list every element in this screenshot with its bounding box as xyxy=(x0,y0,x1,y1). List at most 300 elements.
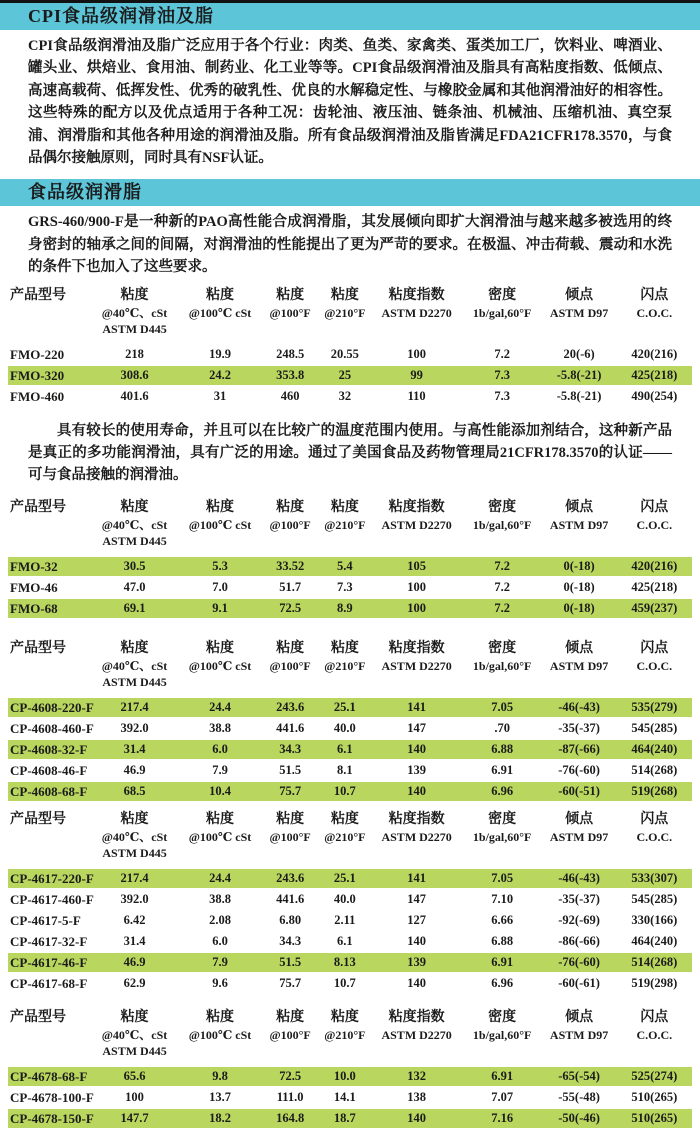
value-cell: -76(-60) xyxy=(558,954,600,969)
value-cell: 51.7 xyxy=(279,579,302,594)
column-header-line: @100℃ cSt xyxy=(188,829,252,844)
column-header-line: C.O.C. xyxy=(636,1027,673,1042)
value-cell: -46(-43) xyxy=(558,699,600,714)
value-cell: 34.3 xyxy=(279,933,302,948)
table-row xyxy=(8,782,692,801)
product-model-cell: FMO-46 xyxy=(10,579,58,595)
column-header xyxy=(463,499,542,533)
column-header-line: @100°F xyxy=(269,1027,311,1042)
value-cell: 8.9 xyxy=(337,600,353,615)
value-cell: 65.6 xyxy=(123,1068,146,1083)
value-cell: 31.4 xyxy=(123,741,146,756)
value-cell: 525(274) xyxy=(631,1068,678,1083)
value-cell: 68.5 xyxy=(123,783,146,798)
section-header-cpi-food-grade-lubricants xyxy=(0,0,700,30)
value-cell: 243.6 xyxy=(276,870,305,885)
value-cell: 392.0 xyxy=(120,891,149,906)
product-model-cell: CP-4617-5-F xyxy=(10,912,81,928)
value-cell: 111.0 xyxy=(276,1089,304,1104)
column-header xyxy=(370,287,462,321)
column-header-line: ASTM D445 xyxy=(102,845,167,860)
value-cell: 420(216) xyxy=(631,346,678,361)
value-cell: 6.91 xyxy=(491,1068,514,1083)
column-header-line: ASTM D2270 xyxy=(381,517,452,532)
value-cell: 490(254) xyxy=(631,388,678,403)
column-header xyxy=(261,811,319,845)
table-row xyxy=(8,366,692,385)
value-cell: 330(166) xyxy=(631,912,678,927)
column-header xyxy=(261,499,319,533)
column-header xyxy=(90,811,179,861)
column-header-line: 粘度 xyxy=(206,499,235,515)
value-cell: 75.7 xyxy=(279,975,302,990)
table-header-row xyxy=(8,499,692,549)
column-header-line: 1b/gal,60°F xyxy=(472,305,532,320)
column-header xyxy=(370,640,462,674)
value-cell: 460 xyxy=(280,388,300,403)
value-cell: 31 xyxy=(213,388,227,403)
value-cell: 38.8 xyxy=(209,720,231,735)
column-header-line: @100°F xyxy=(269,829,311,844)
table-row xyxy=(8,557,692,576)
column-header-line: @40℃、cSt xyxy=(101,658,168,673)
column-header xyxy=(8,640,90,658)
column-header-line: 粘度 xyxy=(276,287,305,303)
column-header-line: @40℃、cSt xyxy=(101,829,168,844)
value-cell: 7.2 xyxy=(494,558,510,573)
value-cell: 139 xyxy=(407,762,427,777)
value-cell: -60(-61) xyxy=(558,975,600,990)
table-row xyxy=(8,599,692,618)
value-cell: 72.5 xyxy=(279,600,302,615)
column-header-line: 粘度 xyxy=(206,1009,235,1025)
column-header-line: @100°F xyxy=(269,658,311,673)
value-cell: 353.8 xyxy=(276,367,305,382)
value-cell: 308.6 xyxy=(120,367,149,382)
column-header xyxy=(463,1009,542,1043)
table-row xyxy=(8,869,692,888)
value-cell: 7.07 xyxy=(491,1089,514,1104)
column-header-line: 粘度 xyxy=(120,811,149,827)
column-header-line: ASTM D97 xyxy=(549,829,609,844)
column-header-line: ASTM D97 xyxy=(549,658,609,673)
column-header-line: 粘度 xyxy=(276,640,305,656)
table-body xyxy=(8,1067,692,1128)
value-cell: -46(-43) xyxy=(558,870,600,885)
value-cell: 147.7 xyxy=(120,1110,149,1125)
value-cell: 14.1 xyxy=(333,1089,356,1104)
value-cell: -50(-46) xyxy=(558,1110,600,1125)
column-header-line: ASTM D97 xyxy=(549,305,609,320)
value-cell: 519(268) xyxy=(631,783,678,798)
spec-table-cp-4608 xyxy=(8,640,692,801)
value-cell: 69.1 xyxy=(123,600,146,615)
value-cell: 441.6 xyxy=(276,720,305,735)
value-cell: 9.6 xyxy=(212,975,228,990)
table-row xyxy=(8,1109,692,1128)
column-header-line: 粘度 xyxy=(330,499,359,515)
column-header-line: 倾点 xyxy=(565,287,594,303)
value-cell: 140 xyxy=(407,741,427,756)
value-cell: 420(216) xyxy=(631,558,678,573)
value-cell: 141 xyxy=(407,699,427,714)
column-header-line: 倾点 xyxy=(565,640,594,656)
value-cell: 147 xyxy=(407,720,427,735)
column-header-line: 产品型号 xyxy=(10,499,66,515)
column-header xyxy=(319,499,370,533)
value-cell: 10.0 xyxy=(333,1068,356,1083)
value-cell: 7.9 xyxy=(212,762,228,777)
intro-paragraph: CPI食品级润滑油及脂广泛应用于各个行业：肉类、鱼类、家禽类、蛋类加工厂，饮料业、啤酒业、罐头业、烘焙业、食用油、制药业、化工业等等。CPI食品级润滑油及脂具有高粘度指数、低倾点、高速高载荷、低挥发性、优秀的破乳性、优良的水解稳定性、与橡胶金属和其他润滑油好的相容性。这些特殊的配方以及优点适用于各种工况：齿轮油、液压油、链条油、机械油、压缩机油、真空泵浦、润滑脂和其他各种用途的润滑油及脂。所有食品级润滑油及脂皆满足FDA21CFR178.3570，与食品偶尔接触原则，同时具有NSF认证。 xyxy=(28,38,672,167)
column-header-line: @40℃、cSt xyxy=(101,517,168,532)
value-cell: 25 xyxy=(338,367,352,382)
table-row xyxy=(8,698,692,717)
product-model-cell: FMO-68 xyxy=(10,600,58,616)
column-header-line: 粘度 xyxy=(330,1009,359,1025)
value-cell: 140 xyxy=(407,1110,427,1125)
column-header xyxy=(319,640,370,674)
column-header-line: C.O.C. xyxy=(636,829,673,844)
column-header-line: 粘度 xyxy=(206,287,235,303)
column-header xyxy=(90,1009,179,1059)
value-cell: 459(237) xyxy=(631,600,678,615)
value-cell: -5.8(-21) xyxy=(556,367,602,382)
column-header-line: ASTM D445 xyxy=(102,1043,167,1058)
column-header xyxy=(179,640,261,674)
column-header-line: 粘度指数 xyxy=(388,640,445,656)
value-cell: 9.8 xyxy=(212,1068,228,1083)
section-title: 食品级润滑脂 xyxy=(28,182,142,203)
column-header xyxy=(541,499,616,533)
column-header-line: 密度 xyxy=(488,1009,517,1025)
column-header xyxy=(319,811,370,845)
column-header xyxy=(541,811,616,845)
column-header-line: @100℃ cSt xyxy=(188,1027,252,1042)
spec-table-fmo-high-viscosity xyxy=(8,287,692,406)
column-header-line: 密度 xyxy=(488,499,517,515)
column-header-line: @100℃ cSt xyxy=(188,658,252,673)
value-cell: -92(-69) xyxy=(558,912,600,927)
column-header-line: 粘度 xyxy=(276,811,305,827)
product-model-cell: CP-4617-460-F xyxy=(10,891,94,907)
value-cell: -35(-37) xyxy=(558,891,600,906)
column-header-line: 倾点 xyxy=(565,1009,594,1025)
column-header-line: ASTM D2270 xyxy=(381,1027,452,1042)
column-header-line: 粘度指数 xyxy=(388,287,445,303)
value-cell: 100 xyxy=(407,346,427,361)
value-cell: 6.96 xyxy=(491,975,514,990)
column-header xyxy=(8,1009,90,1027)
value-cell: 25.1 xyxy=(333,699,356,714)
value-cell: 7.3 xyxy=(494,367,510,382)
column-header-line: 闪点 xyxy=(640,640,669,656)
value-cell: 132 xyxy=(407,1068,427,1083)
table-row xyxy=(8,932,692,951)
table-body xyxy=(8,557,692,618)
value-cell: 6.96 xyxy=(491,783,514,798)
column-header-line: 倾点 xyxy=(565,811,594,827)
column-header-line: 1b/gal,60°F xyxy=(472,517,532,532)
column-header xyxy=(370,499,462,533)
column-header xyxy=(8,499,90,517)
column-header xyxy=(179,811,261,845)
product-model-cell: CP-4608-68-F xyxy=(10,783,88,799)
value-cell: 127 xyxy=(407,912,427,927)
value-cell: 218 xyxy=(125,346,144,361)
column-header-line: 粘度 xyxy=(206,811,235,827)
value-cell: 7.05 xyxy=(491,870,514,885)
value-cell: 139 xyxy=(407,954,427,969)
value-cell: 7.05 xyxy=(491,699,514,714)
column-header-line: 粘度指数 xyxy=(388,811,445,827)
value-cell: 100 xyxy=(407,600,427,615)
column-header-line: C.O.C. xyxy=(636,305,673,320)
column-header-line: @100℃ cSt xyxy=(188,517,252,532)
value-cell: 0(-18) xyxy=(563,600,595,615)
value-cell: 7.2 xyxy=(494,346,510,361)
column-header-line: 粘度 xyxy=(330,640,359,656)
spec-table-cp-4617 xyxy=(8,811,692,993)
table-row xyxy=(8,387,692,406)
column-header-line: 粘度 xyxy=(206,640,235,656)
column-header xyxy=(617,287,692,321)
column-header-line: ASTM D2270 xyxy=(381,658,452,673)
value-cell: 24.2 xyxy=(209,367,231,382)
product-model-cell: CP-4608-220-F xyxy=(10,699,94,715)
table-row xyxy=(8,740,692,759)
value-cell: 10.4 xyxy=(209,783,231,798)
value-cell: 140 xyxy=(407,975,427,990)
value-cell: 20(-6) xyxy=(563,346,595,361)
value-cell: 401.6 xyxy=(120,388,149,403)
value-cell: 7.16 xyxy=(491,1110,514,1125)
column-header-line: 闪点 xyxy=(640,499,669,515)
table-body xyxy=(8,869,692,993)
value-cell: 33.52 xyxy=(276,558,305,573)
value-cell: 13.7 xyxy=(209,1089,231,1104)
value-cell: 51.5 xyxy=(279,762,302,777)
product-model-cell: CP-4678-100-F xyxy=(10,1089,94,1105)
value-cell: 425(218) xyxy=(631,579,678,594)
value-cell: -55(-48) xyxy=(558,1089,600,1104)
column-header-line: @210°F xyxy=(324,305,366,320)
value-cell: 243.6 xyxy=(276,699,305,714)
value-cell: 6.66 xyxy=(491,912,514,927)
value-cell: 32 xyxy=(338,388,352,403)
value-cell: 72.5 xyxy=(279,1068,302,1083)
value-cell: 62.9 xyxy=(123,975,146,990)
table-row xyxy=(8,578,692,597)
column-header-line: 密度 xyxy=(488,287,517,303)
value-cell: 19.9 xyxy=(209,346,231,361)
column-header-line: @210°F xyxy=(324,658,366,673)
column-header-line: @210°F xyxy=(324,517,366,532)
value-cell: 545(285) xyxy=(631,720,678,735)
mid-paragraph: 具有较长的使用寿命，并且可以在比较广的温度范围内使用。与高性能添加剂结合，这种新产品是真正的多功能润滑油，具有广泛的用途。通过了美国食品及药物管理局21CFR178.3570的认证——可与食品接触的润滑油。 xyxy=(28,422,672,484)
column-header xyxy=(370,811,462,845)
column-header-line: C.O.C. xyxy=(636,517,673,532)
column-header-line: 密度 xyxy=(488,640,517,656)
value-cell: 147 xyxy=(407,891,427,906)
table-row xyxy=(8,911,692,930)
column-header xyxy=(261,287,319,321)
section-header-food-grade-grease xyxy=(0,179,700,206)
product-model-cell: FMO-460 xyxy=(10,388,65,404)
column-header-line: 1b/gal,60°F xyxy=(472,658,532,673)
value-cell: 514(268) xyxy=(631,762,678,777)
column-header xyxy=(90,640,179,690)
product-model-cell: CP-4608-460-F xyxy=(10,720,94,736)
column-header-line: 粘度 xyxy=(276,1009,305,1025)
column-header xyxy=(541,287,616,321)
value-cell: 248.5 xyxy=(276,346,305,361)
value-cell: 18.7 xyxy=(333,1110,356,1125)
value-cell: 6.1 xyxy=(337,741,353,756)
value-cell: 7.2 xyxy=(494,600,510,615)
table-row xyxy=(8,974,692,993)
column-header-line: 倾点 xyxy=(565,499,594,515)
value-cell: 5.4 xyxy=(337,558,353,573)
value-cell: 533(307) xyxy=(631,870,678,885)
value-cell: 38.8 xyxy=(209,891,231,906)
value-cell: 105 xyxy=(407,558,427,573)
table-row xyxy=(8,890,692,909)
product-model-cell: CP-4608-32-F xyxy=(10,741,88,757)
column-header xyxy=(617,499,692,533)
value-cell: 8.13 xyxy=(333,954,356,969)
column-header xyxy=(319,1009,370,1043)
value-cell: 535(279) xyxy=(631,699,678,714)
column-header-line: ASTM D445 xyxy=(102,674,167,689)
value-cell: 7.0 xyxy=(212,579,228,594)
column-header-line: 产品型号 xyxy=(10,811,66,827)
product-model-cell: CP-4678-68-F xyxy=(10,1068,88,1084)
value-cell: 34.3 xyxy=(279,741,302,756)
column-header-line: 粘度 xyxy=(120,640,149,656)
value-cell: 5.3 xyxy=(212,558,228,573)
column-header-line: 1b/gal,60°F xyxy=(472,829,532,844)
column-header-line: 闪点 xyxy=(640,811,669,827)
column-header xyxy=(463,287,542,321)
value-cell: 6.88 xyxy=(491,741,514,756)
column-header xyxy=(261,640,319,674)
value-cell: 7.10 xyxy=(491,891,514,906)
table-body xyxy=(8,698,692,801)
value-cell: 545(285) xyxy=(631,891,678,906)
column-header xyxy=(617,640,692,674)
column-header-line: @40℃、cSt xyxy=(101,1027,168,1042)
value-cell: 9.1 xyxy=(212,600,228,615)
value-cell: 24.4 xyxy=(209,699,231,714)
column-header xyxy=(370,1009,462,1043)
value-cell: 6.1 xyxy=(337,933,353,948)
column-header-line: 密度 xyxy=(488,811,517,827)
table-row xyxy=(8,1088,692,1107)
value-cell: 100 xyxy=(125,1089,144,1104)
column-header xyxy=(179,1009,261,1043)
column-header-line: 粘度 xyxy=(120,499,149,515)
column-header xyxy=(463,811,542,845)
table-header-row xyxy=(8,1009,692,1059)
value-cell: 2.11 xyxy=(334,912,356,927)
value-cell: 0(-18) xyxy=(563,558,595,573)
value-cell: 46.9 xyxy=(123,954,146,969)
table-row xyxy=(8,345,692,364)
column-header xyxy=(617,811,692,845)
value-cell: 140 xyxy=(407,933,427,948)
value-cell: 75.7 xyxy=(279,783,302,798)
value-cell: 31.4 xyxy=(123,933,146,948)
column-header xyxy=(8,811,90,829)
value-cell: 6.0 xyxy=(212,741,228,756)
value-cell: 24.4 xyxy=(209,870,231,885)
table-header-row xyxy=(8,640,692,690)
column-header-line: 产品型号 xyxy=(10,287,66,303)
column-header xyxy=(617,1009,692,1043)
value-cell: 110 xyxy=(407,388,426,403)
column-header xyxy=(319,287,370,321)
column-header-line: ASTM D445 xyxy=(102,321,167,336)
value-cell: 7.2 xyxy=(494,579,510,594)
value-cell: 519(298) xyxy=(631,975,678,990)
column-header xyxy=(463,640,542,674)
value-cell: 0(-18) xyxy=(563,579,595,594)
section-title: CPI食品级润滑油及脂 xyxy=(28,6,214,26)
column-header-line: 粘度 xyxy=(120,287,149,303)
column-header-line: @100°F xyxy=(269,517,311,532)
column-header-line: 产品型号 xyxy=(10,1009,66,1025)
value-cell: 7.3 xyxy=(337,579,353,594)
value-cell: 18.2 xyxy=(209,1110,231,1125)
column-header xyxy=(90,499,179,549)
column-header xyxy=(179,499,261,533)
column-header-line: C.O.C. xyxy=(636,658,673,673)
value-cell: .70 xyxy=(494,720,510,735)
column-header-line: @100℃ cSt xyxy=(188,305,252,320)
value-cell: 40.0 xyxy=(333,720,356,735)
product-model-cell: CP-4617-46-F xyxy=(10,954,88,970)
value-cell: 514(268) xyxy=(631,954,678,969)
spec-table-fmo-low-viscosity xyxy=(8,499,692,618)
value-cell: 164.8 xyxy=(276,1110,305,1125)
value-cell: 99 xyxy=(410,367,423,382)
table-row xyxy=(8,1067,692,1086)
value-cell: 40.0 xyxy=(333,891,356,906)
column-header-line: 粘度 xyxy=(330,287,359,303)
value-cell: 141 xyxy=(407,870,427,885)
table-body xyxy=(8,345,692,406)
value-cell: -35(-37) xyxy=(558,720,600,735)
column-header xyxy=(179,287,261,321)
value-cell: 47.0 xyxy=(123,579,146,594)
value-cell: 25.1 xyxy=(333,870,356,885)
value-cell: 20.55 xyxy=(330,346,359,361)
column-header-line: 1b/gal,60°F xyxy=(472,1027,532,1042)
column-header-line: ASTM D2270 xyxy=(381,305,452,320)
value-cell: 425(218) xyxy=(631,367,678,382)
product-model-cell: CP-4617-68-F xyxy=(10,975,88,991)
value-cell: 46.9 xyxy=(123,762,146,777)
column-header-line: @210°F xyxy=(324,1027,366,1042)
value-cell: 2.08 xyxy=(209,912,231,927)
value-cell: 10.7 xyxy=(333,975,356,990)
column-header xyxy=(90,287,179,337)
value-cell: 464(240) xyxy=(631,933,678,948)
column-header xyxy=(8,287,90,305)
product-model-cell: CP-4608-46-F xyxy=(10,762,88,778)
column-header-line: 粘度 xyxy=(120,1009,149,1025)
column-header-line: @100°F xyxy=(269,305,311,320)
